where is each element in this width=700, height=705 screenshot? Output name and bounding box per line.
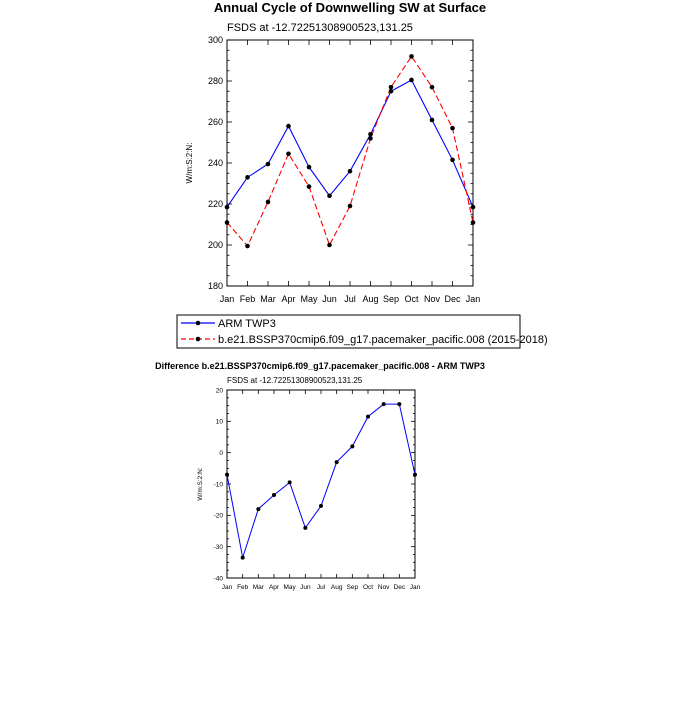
difference-y-axis-label: W/m:S:2:N: [197, 467, 204, 501]
x-tick-label: Jun [300, 584, 311, 591]
legend-entry-model [181, 334, 548, 346]
series-0-point [350, 444, 354, 448]
series-1-point [389, 85, 394, 90]
series-1-point [409, 54, 414, 59]
series-1-point [245, 244, 250, 249]
x-tick-label: Apr [268, 584, 280, 591]
series-0-point [225, 473, 229, 477]
y-tick-label: 300 [207, 35, 223, 46]
series-0-point [450, 158, 455, 163]
series-0-point [266, 162, 271, 167]
x-tick-label: Jan [465, 294, 481, 304]
series-0-point [256, 507, 260, 511]
x-tick-label: Feb [237, 584, 249, 591]
y-tick-label: -10 [213, 481, 223, 489]
y-tick-label: 180 [207, 281, 223, 292]
series-0-point [382, 402, 386, 406]
series-0-point [335, 460, 339, 464]
series-0-point [241, 556, 245, 560]
series-0-point [225, 205, 230, 210]
series-0-point [286, 124, 291, 129]
series-0-point [366, 415, 370, 419]
series-0-point [471, 205, 476, 210]
series-1-point [327, 243, 332, 248]
x-tick-label: Jan [409, 584, 421, 591]
series-0-point [303, 526, 307, 530]
y-tick-label: 200 [207, 240, 223, 251]
y-tick-label: 10 [215, 418, 223, 426]
series-0-point [389, 89, 394, 94]
series-0-point [430, 118, 435, 123]
x-tick-label: Apr [281, 294, 296, 304]
x-tick-label: Jul [316, 584, 326, 591]
y-tick-label: -40 [213, 575, 223, 583]
x-tick-label: Aug [362, 294, 379, 304]
plot-frame [227, 40, 473, 286]
x-tick-label: May [300, 294, 318, 304]
legend-label-model: b.e21.BSSP370cmip6.f09_g17.pacemaker_pacific.008 (2015-2018) [218, 334, 548, 346]
series-1-point [471, 220, 476, 225]
series-1-point [368, 136, 373, 141]
series-0-point [348, 169, 353, 174]
x-tick-label: May [283, 584, 296, 591]
series-1-point [430, 85, 435, 90]
y-tick-label: -20 [213, 512, 223, 520]
series-1-point [225, 220, 230, 225]
x-tick-label: Dec [444, 294, 461, 304]
series-1-point [266, 200, 271, 205]
x-tick-label: Jan [219, 294, 235, 304]
x-tick-label: Feb [239, 294, 256, 304]
series-0-point [272, 493, 276, 497]
series-1-point [348, 204, 353, 209]
difference-plot-area [214, 387, 421, 591]
x-tick-label: Nov [377, 584, 390, 591]
plot-area [208, 35, 480, 304]
legend-marker-model [196, 337, 201, 342]
y-tick-label: 240 [207, 158, 223, 169]
x-tick-label: Sep [346, 584, 359, 591]
legend-label-arm: ARM TWP3 [218, 318, 276, 330]
series-0-point [288, 480, 292, 484]
chart-title: Annual Cycle of Downwelling SW at Surface [213, 0, 487, 15]
legend-marker-arm [196, 321, 201, 326]
series-0-point [327, 194, 332, 199]
x-tick-label: Oct [404, 294, 419, 304]
series-0-point [409, 78, 414, 83]
x-tick-label: Oct [362, 584, 374, 591]
series-0-point [319, 504, 323, 508]
difference-chart-subtitle: FSDS at -12.72251308900523,131.25 [227, 376, 363, 385]
legend [177, 315, 548, 348]
series-line-0 [227, 80, 473, 207]
x-tick-label: Jun [322, 294, 337, 304]
x-tick-label: Aug [330, 584, 343, 591]
x-tick-label: Nov [423, 294, 441, 304]
y-axis-label: W/m:S:2:N: [185, 142, 194, 184]
series-0-point [307, 165, 312, 170]
y-tick-label: 220 [207, 199, 223, 210]
y-tick-label: 0 [219, 449, 223, 457]
series-0-point [413, 473, 417, 477]
x-tick-label: Mar [252, 584, 264, 591]
y-tick-label: 260 [207, 117, 223, 128]
series-line-1 [227, 56, 473, 246]
plot-frame [227, 390, 415, 578]
series-0-point [368, 132, 373, 137]
series-0-point [397, 402, 401, 406]
x-tick-label: Jan [221, 584, 233, 591]
difference-chart-title: Difference b.e21.BSSP370cmip6.f09_g17.pacemaker_pacific.008 - ARM TWP3 [155, 361, 485, 371]
difference-chart [155, 361, 485, 591]
series-0-point [245, 175, 250, 180]
series-line-0 [227, 404, 415, 558]
x-tick-label: Jul [344, 294, 356, 304]
y-tick-label: 280 [207, 76, 223, 87]
x-tick-label: Sep [382, 294, 400, 304]
y-tick-label: -30 [213, 543, 223, 551]
y-tick-label: 20 [215, 387, 223, 395]
series-1-point [307, 184, 312, 189]
chart-subtitle: FSDS at -12.72251308900523,131.25 [227, 22, 413, 34]
series-1-point [450, 126, 455, 131]
x-tick-label: Mar [260, 294, 276, 304]
annual-cycle-chart [185, 0, 486, 304]
series-1-point [286, 151, 291, 156]
x-tick-label: Dec [393, 584, 406, 591]
